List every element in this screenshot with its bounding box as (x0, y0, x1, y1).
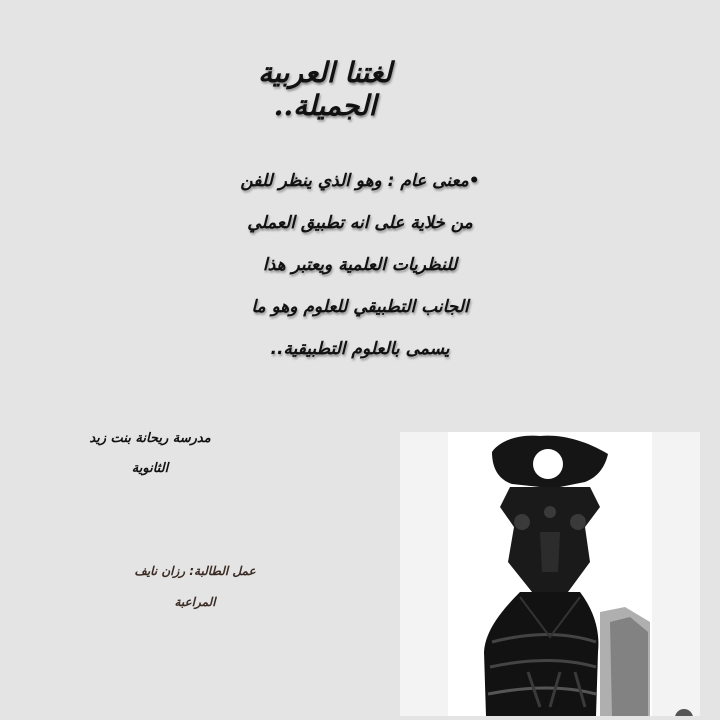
school-name-block (60, 424, 240, 484)
paragraph-line: الجانب التطبيقي للعلوم وهو ما (251, 297, 469, 317)
student-surname: المراعبة (174, 595, 216, 609)
carved-artifact-illustration (400, 432, 700, 716)
paragraph-line: يسمى بالعلوم التطبيقية.. (270, 339, 450, 359)
student-credit-block (120, 556, 270, 618)
student-credit: عمل الطالبة: رزان نايف (134, 564, 256, 578)
paragraph-line: من خلاية على انه تطبيق العملي (247, 213, 473, 233)
paragraph-line: للنظريات العلمية ويعتبر هذا (262, 255, 458, 275)
artifact-image (400, 432, 700, 716)
school-name: مدرسة ريحانة بنت زيد (89, 431, 211, 446)
main-paragraph (190, 160, 530, 370)
paragraph-line: •معنى عام : وهو الذي ينظر للفن (240, 171, 480, 191)
school-type: الثانوية (131, 461, 169, 476)
page-title: لغتنا العربية الجميلة.. (258, 56, 392, 122)
